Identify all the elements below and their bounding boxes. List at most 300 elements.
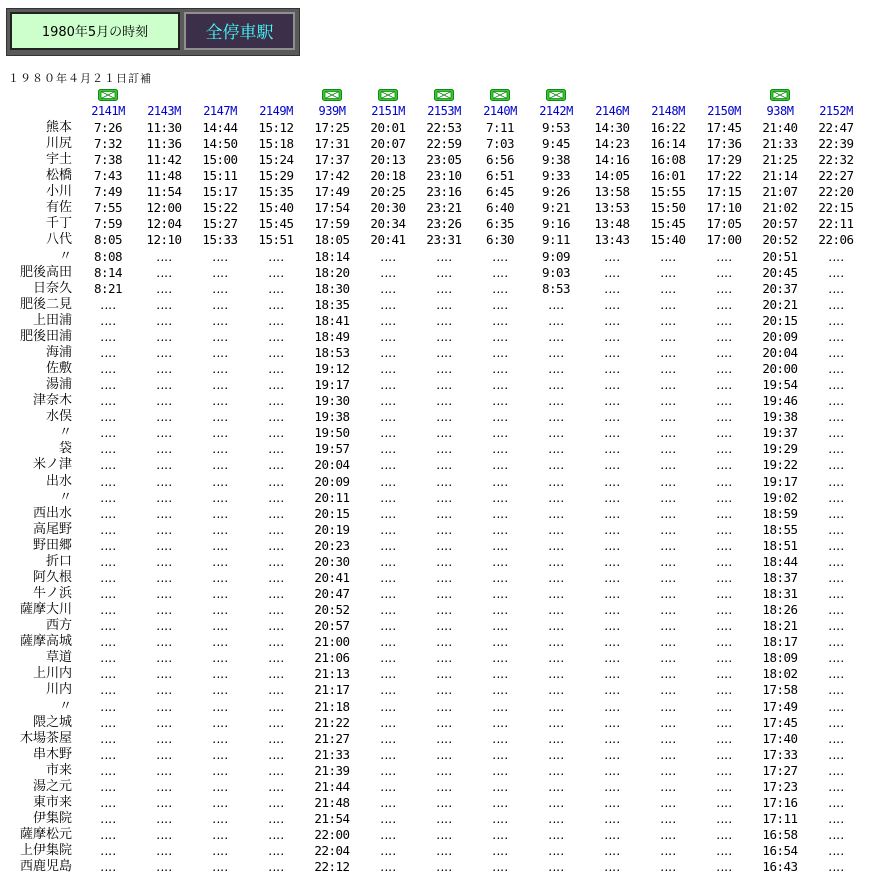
time-cell: 20:13 [370, 152, 406, 168]
time-cell: 19:57 [314, 441, 350, 457]
time-cell: 7:03 [485, 136, 515, 152]
time-cell: ‥‥ [212, 537, 228, 553]
time-cell: ‥‥ [828, 569, 844, 585]
time-cell: ‥‥ [492, 553, 508, 569]
time-cell: 18:35 [314, 296, 350, 312]
time-cell: 18:14 [314, 248, 350, 264]
time-cell: ‥‥ [212, 650, 228, 666]
time-cell: ‥‥ [380, 296, 396, 312]
station-name: 折口 [45, 553, 72, 569]
time-cell: ‥‥ [380, 344, 396, 360]
time-cell: ‥‥ [156, 521, 172, 537]
time-cell: 22:15 [818, 200, 854, 216]
time-cell: ‥‥ [268, 682, 284, 698]
time-cell: ‥‥ [492, 650, 508, 666]
time-cell: ‥‥ [548, 505, 564, 521]
station-name: 阿久根 [32, 569, 72, 585]
time-cell: ‥‥ [604, 473, 620, 489]
time-cell: ‥‥ [436, 843, 452, 859]
time-cell: 18:44 [762, 553, 798, 569]
time-cell: 17:00 [706, 232, 742, 248]
train-number-2140M[interactable]: 2140M [483, 104, 517, 118]
time-cell: 9:45 [541, 136, 571, 152]
train-number-2152M[interactable]: 2152M [819, 104, 853, 118]
station-name: 熊本 [45, 120, 72, 135]
time-cell: ‥‥ [604, 248, 620, 264]
time-cell: 13:53 [594, 200, 630, 216]
time-cell: 8:53 [541, 280, 571, 296]
time-cell: ‥‥ [436, 682, 452, 698]
station-name: 西出水 [32, 505, 72, 521]
time-cell: 17:31 [314, 136, 350, 152]
time-cell: ‥‥ [100, 569, 116, 585]
time-cell: 18:37 [762, 569, 798, 585]
time-cell: ‥‥ [604, 377, 620, 393]
time-cell: 18:09 [762, 650, 798, 666]
time-cell: 23:26 [426, 216, 462, 232]
time-cell: ‥‥ [268, 441, 284, 457]
time-cell: ‥‥ [828, 248, 844, 264]
time-cell: 18:49 [314, 328, 350, 344]
time-cell: ‥‥ [436, 473, 452, 489]
time-cell: ‥‥ [100, 698, 116, 714]
time-cell: ‥‥ [492, 344, 508, 360]
time-cell: ‥‥ [492, 328, 508, 344]
time-cell: ‥‥ [156, 248, 172, 264]
time-cell: ‥‥ [716, 859, 732, 875]
time-cell: 23:21 [426, 200, 462, 216]
train-number-2153M[interactable]: 2153M [427, 104, 461, 118]
time-cell: 7:55 [93, 200, 123, 216]
time-cell: ‥‥ [212, 618, 228, 634]
time-cell: ‥‥ [492, 698, 508, 714]
time-cell: ‥‥ [828, 650, 844, 666]
time-cell: ‥‥ [548, 473, 564, 489]
time-cell: ‥‥ [716, 746, 732, 762]
time-cell: 8:08 [93, 248, 123, 264]
time-cell: ‥‥ [660, 811, 676, 826]
time-cell: 17:15 [706, 184, 742, 200]
time-cell: ‥‥ [212, 827, 228, 843]
time-cell: ‥‥ [660, 859, 676, 875]
time-cell: 18:02 [762, 666, 798, 682]
time-cell: ‥‥ [268, 569, 284, 585]
time-cell: ‥‥ [492, 843, 508, 859]
time-cell: ‥‥ [380, 489, 396, 505]
station-name: 市来 [45, 762, 72, 778]
time-cell: ‥‥ [604, 457, 620, 473]
time-cell: 18:20 [314, 264, 350, 280]
train-number-2151M[interactable]: 2151M [371, 104, 405, 118]
time-cell: ‥‥ [212, 393, 228, 409]
time-cell: ‥‥ [716, 778, 732, 794]
time-cell: ‥‥ [660, 377, 676, 393]
time-cell: ‥‥ [212, 666, 228, 682]
time-cell: ‥‥ [100, 521, 116, 537]
time-cell: ‥‥ [268, 264, 284, 280]
train-number-2149M[interactable]: 2149M [259, 104, 293, 118]
time-cell: ‥‥ [380, 425, 396, 441]
time-cell: ‥‥ [492, 489, 508, 505]
time-cell: ‥‥ [716, 441, 732, 457]
time-cell: ‥‥ [548, 441, 564, 457]
time-cell: ‥‥ [100, 682, 116, 698]
time-cell: ‥‥ [156, 312, 172, 328]
time-cell: 20:51 [762, 248, 798, 264]
time-cell: 9:26 [541, 184, 571, 200]
time-cell: 17:49 [762, 698, 798, 714]
time-cell: ‥‥ [380, 409, 396, 425]
time-cell: ‥‥ [548, 312, 564, 328]
time-cell: ‥‥ [716, 666, 732, 682]
time-cell: ‥‥ [380, 778, 396, 794]
time-cell: 20:01 [370, 120, 406, 135]
time-cell: ‥‥ [604, 730, 620, 746]
time-cell: 17:11 [762, 811, 798, 826]
time-cell: ‥‥ [604, 698, 620, 714]
time-cell: 15:35 [258, 184, 294, 200]
time-cell: ‥‥ [828, 280, 844, 296]
time-cell: ‥‥ [604, 505, 620, 521]
time-cell: ‥‥ [716, 553, 732, 569]
time-cell: ‥‥ [548, 489, 564, 505]
time-cell: 21:14 [762, 168, 798, 184]
time-cell: ‥‥ [604, 393, 620, 409]
time-cell: ‥‥ [660, 473, 676, 489]
time-cell: 9:09 [541, 248, 571, 264]
time-cell: ‥‥ [660, 794, 676, 810]
time-cell: ‥‥ [268, 344, 284, 360]
time-cell: 21:06 [314, 650, 350, 666]
time-cell: ‥‥ [492, 537, 508, 553]
time-cell: ‥‥ [156, 344, 172, 360]
time-cell: 11:30 [146, 120, 182, 135]
time-cell: ‥‥ [828, 859, 844, 875]
time-cell: ‥‥ [548, 586, 564, 602]
time-cell: 19:02 [762, 489, 798, 505]
station-name: 〃 [58, 698, 72, 714]
time-cell: ‥‥ [604, 586, 620, 602]
time-cell: 15:50 [650, 200, 686, 216]
station-name: 上伊集院 [19, 843, 72, 859]
time-cell: 20:04 [762, 344, 798, 360]
time-cell: 21:18 [314, 698, 350, 714]
train-number-2147M[interactable]: 2147M [203, 104, 237, 118]
time-cell: ‥‥ [828, 698, 844, 714]
time-cell: ‥‥ [660, 698, 676, 714]
time-cell: ‥‥ [100, 586, 116, 602]
time-cell: 17:23 [762, 778, 798, 794]
station-name: 肥後田浦 [19, 328, 72, 344]
time-cell: ‥‥ [828, 521, 844, 537]
time-cell: 21:17 [314, 682, 350, 698]
time-cell: ‥‥ [548, 296, 564, 312]
time-cell: ‥‥ [380, 441, 396, 457]
time-cell: ‥‥ [492, 602, 508, 618]
time-cell: ‥‥ [716, 425, 732, 441]
time-cell: ‥‥ [828, 296, 844, 312]
train-number-2150M[interactable]: 2150M [707, 104, 741, 118]
time-cell: ‥‥ [100, 794, 116, 810]
time-cell: ‥‥ [548, 714, 564, 730]
time-cell: ‥‥ [268, 553, 284, 569]
time-cell: 9:33 [541, 168, 571, 184]
train-number-939M[interactable]: 939M [318, 104, 346, 118]
time-cell: ‥‥ [604, 425, 620, 441]
time-cell: 19:50 [314, 425, 350, 441]
time-cell: ‥‥ [660, 714, 676, 730]
time-cell: ‥‥ [828, 441, 844, 457]
time-cell: ‥‥ [716, 634, 732, 650]
time-cell: ‥‥ [100, 762, 116, 778]
time-cell: ‥‥ [100, 746, 116, 762]
train-number-2146M[interactable]: 2146M [595, 104, 629, 118]
time-cell: ‥‥ [436, 811, 452, 826]
time-cell: ‥‥ [268, 361, 284, 377]
time-cell: ‥‥ [604, 312, 620, 328]
time-cell: 17:40 [762, 730, 798, 746]
time-cell: ‥‥ [716, 811, 732, 826]
time-cell: ‥‥ [828, 682, 844, 698]
time-cell: ‥‥ [268, 827, 284, 843]
time-cell: 11:48 [146, 168, 182, 184]
time-cell: ‥‥ [436, 312, 452, 328]
time-cell: 19:38 [762, 409, 798, 425]
train-number-2141M[interactable]: 2141M [91, 104, 125, 118]
time-cell: ‥‥ [100, 618, 116, 634]
time-cell: ‥‥ [604, 489, 620, 505]
time-cell: 17:58 [762, 682, 798, 698]
train-number-2143M[interactable]: 2143M [147, 104, 181, 118]
time-cell: ‥‥ [716, 762, 732, 778]
time-cell: ‥‥ [604, 634, 620, 650]
time-cell: 14:16 [594, 152, 630, 168]
time-cell: ‥‥ [604, 827, 620, 843]
time-cell: ‥‥ [828, 473, 844, 489]
time-cell: ‥‥ [828, 586, 844, 602]
train-number-2148M[interactable]: 2148M [651, 104, 685, 118]
time-cell: ‥‥ [380, 248, 396, 264]
time-cell: 15:00 [202, 152, 238, 168]
time-cell: ‥‥ [212, 457, 228, 473]
time-cell: ‥‥ [436, 666, 452, 682]
time-cell: ‥‥ [492, 377, 508, 393]
time-cell: ‥‥ [660, 537, 676, 553]
station-name: 西方 [45, 618, 72, 634]
time-cell: ‥‥ [100, 666, 116, 682]
time-cell: 20:18 [370, 168, 406, 184]
time-cell: 9:11 [541, 232, 571, 248]
time-cell: ‥‥ [212, 553, 228, 569]
time-cell: ‥‥ [604, 762, 620, 778]
time-cell: ‥‥ [716, 280, 732, 296]
time-cell: ‥‥ [492, 441, 508, 457]
time-cell: ‥‥ [604, 746, 620, 762]
time-cell: ‥‥ [156, 602, 172, 618]
time-cell: 21:00 [314, 634, 350, 650]
time-cell: ‥‥ [716, 393, 732, 409]
time-cell: ‥‥ [156, 425, 172, 441]
time-cell: ‥‥ [100, 328, 116, 344]
time-cell: ‥‥ [436, 344, 452, 360]
time-cell: 7:49 [93, 184, 123, 200]
time-cell: ‥‥ [380, 730, 396, 746]
time-cell: ‥‥ [380, 618, 396, 634]
time-cell: 18:17 [762, 634, 798, 650]
time-cell: ‥‥ [436, 441, 452, 457]
page-tabs [6, 8, 300, 56]
time-cell: 21:25 [762, 152, 798, 168]
time-cell: ‥‥ [436, 746, 452, 762]
time-cell: ‥‥ [212, 569, 228, 585]
time-cell: ‥‥ [604, 682, 620, 698]
time-cell: 20:37 [762, 280, 798, 296]
station-name: 木場茶屋 [19, 730, 72, 746]
time-cell: ‥‥ [380, 328, 396, 344]
time-cell: ‥‥ [268, 296, 284, 312]
time-cell: ‥‥ [100, 361, 116, 377]
time-cell: 9:03 [541, 264, 571, 280]
time-cell: ‥‥ [548, 811, 564, 826]
time-cell: ‥‥ [492, 634, 508, 650]
time-cell: 6:51 [485, 168, 515, 184]
time-cell: ‥‥ [716, 698, 732, 714]
time-cell: 19:22 [762, 457, 798, 473]
time-cell: ‥‥ [716, 248, 732, 264]
train-number-2142M[interactable]: 2142M [539, 104, 573, 118]
time-cell: ‥‥ [436, 618, 452, 634]
time-cell: ‥‥ [604, 666, 620, 682]
time-cell: 16:14 [650, 136, 686, 152]
tab-all-stops[interactable]: 全停車駅 [184, 12, 295, 50]
time-cell: ‥‥ [268, 489, 284, 505]
time-cell: ‥‥ [828, 489, 844, 505]
time-cell: ‥‥ [548, 409, 564, 425]
time-cell: ‥‥ [380, 264, 396, 280]
time-cell: ‥‥ [380, 553, 396, 569]
time-cell: ‥‥ [436, 698, 452, 714]
train-number-938M[interactable]: 938M [766, 104, 794, 118]
station-name: 日奈久 [32, 280, 72, 296]
time-cell: ‥‥ [660, 762, 676, 778]
time-cell: 17:42 [314, 168, 350, 184]
time-cell: ‥‥ [212, 521, 228, 537]
station-name: 伊集院 [32, 811, 72, 826]
time-cell: 17:29 [706, 152, 742, 168]
time-cell: ‥‥ [100, 489, 116, 505]
time-cell: ‥‥ [548, 521, 564, 537]
time-cell: ‥‥ [828, 811, 844, 826]
time-cell: ‥‥ [156, 377, 172, 393]
time-cell: 15:22 [202, 200, 238, 216]
time-cell: 7:59 [93, 216, 123, 232]
time-cell: ‥‥ [436, 634, 452, 650]
time-cell: ‥‥ [604, 618, 620, 634]
time-cell: 12:04 [146, 216, 182, 232]
time-cell: ‥‥ [716, 730, 732, 746]
time-cell: ‥‥ [660, 586, 676, 602]
time-cell: ‥‥ [100, 393, 116, 409]
time-cell: 21:02 [762, 200, 798, 216]
time-cell: ‥‥ [828, 762, 844, 778]
time-cell: ‥‥ [548, 730, 564, 746]
revision-note: １９８０年４月２１日訂補 [8, 72, 152, 85]
time-cell: 20:52 [762, 232, 798, 248]
time-cell: ‥‥ [268, 618, 284, 634]
time-cell: ‥‥ [604, 650, 620, 666]
time-cell: ‥‥ [156, 811, 172, 826]
time-cell: 6:35 [485, 216, 515, 232]
time-cell: ‥‥ [212, 296, 228, 312]
time-cell: ‥‥ [716, 521, 732, 537]
time-cell: ‥‥ [660, 393, 676, 409]
time-cell: ‥‥ [604, 811, 620, 826]
time-cell: 22:53 [426, 120, 462, 135]
time-cell: ‥‥ [380, 794, 396, 810]
time-cell: 20:11 [314, 489, 350, 505]
time-cell: ‥‥ [100, 312, 116, 328]
station-name: 高尾野 [32, 521, 72, 537]
time-cell: ‥‥ [436, 537, 452, 553]
station-name: 串木野 [32, 746, 72, 762]
time-cell: ‥‥ [492, 794, 508, 810]
time-cell: ‥‥ [660, 248, 676, 264]
time-cell: 8:05 [93, 232, 123, 248]
time-cell: 15:12 [258, 120, 294, 135]
time-cell: 22:11 [818, 216, 854, 232]
time-cell: ‥‥ [828, 377, 844, 393]
time-cell: ‥‥ [660, 280, 676, 296]
time-cell: 21:39 [314, 762, 350, 778]
time-cell: 18:31 [762, 586, 798, 602]
station-name: 上田浦 [32, 312, 72, 328]
time-cell: ‥‥ [604, 569, 620, 585]
time-cell: 12:00 [146, 200, 182, 216]
time-cell: ‥‥ [716, 843, 732, 859]
time-cell: ‥‥ [716, 377, 732, 393]
time-cell: ‥‥ [268, 328, 284, 344]
time-cell: ‥‥ [492, 296, 508, 312]
time-cell: ‥‥ [604, 859, 620, 875]
station-name: 出水 [45, 473, 72, 489]
time-cell: 13:43 [594, 232, 630, 248]
time-cell: 20:30 [314, 553, 350, 569]
tab-month-timetable[interactable]: 1980年5月の時刻 [10, 12, 180, 50]
time-cell: ‥‥ [828, 312, 844, 328]
time-cell: ‥‥ [548, 553, 564, 569]
time-cell: ‥‥ [268, 248, 284, 264]
time-cell: ‥‥ [156, 409, 172, 425]
time-cell: ‥‥ [212, 762, 228, 778]
station-name: 宇土 [45, 152, 72, 168]
time-cell: ‥‥ [156, 698, 172, 714]
time-cell: ‥‥ [548, 827, 564, 843]
station-name: 水俣 [45, 409, 72, 425]
time-cell: ‥‥ [604, 602, 620, 618]
time-cell: 22:04 [314, 843, 350, 859]
time-cell: ‥‥ [268, 714, 284, 730]
time-cell: ‥‥ [380, 634, 396, 650]
time-cell: 7:32 [93, 136, 123, 152]
station-name: 千丁 [45, 216, 72, 232]
time-cell: 7:43 [93, 168, 123, 184]
time-cell: 21:54 [314, 811, 350, 826]
time-cell: 19:17 [314, 377, 350, 393]
time-cell: ‥‥ [268, 280, 284, 296]
time-cell: 9:38 [541, 152, 571, 168]
time-cell: ‥‥ [380, 666, 396, 682]
time-cell: ‥‥ [828, 457, 844, 473]
